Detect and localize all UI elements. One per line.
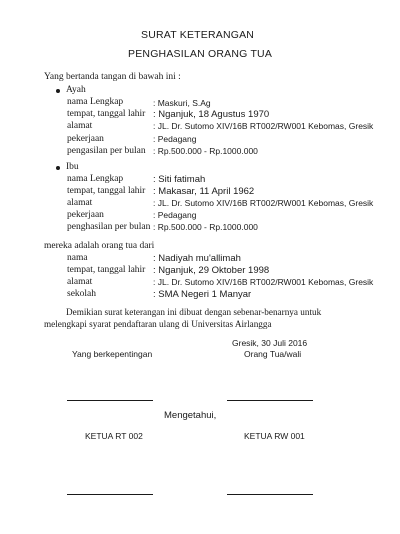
child-birth-value: : Nganjuk, 29 Oktober 1998: [153, 265, 270, 276]
father-birth-value: : Nganjuk, 18 Agustus 1970: [153, 109, 270, 120]
child-school-label: sekolah: [67, 289, 97, 299]
child-address-value: : JL. Dr. Sutomo XIV/16B RT002/RW001 Kebomas, Gresik: [153, 277, 374, 287]
rw-title: KETUA RW 001: [244, 431, 305, 441]
place-date: Gresik, 30 Juli 2016: [232, 338, 308, 348]
closing-line-2: melengkapi syarat pendaftaran ulang di Universitas Airlangga: [44, 319, 272, 329]
child-address-label: alamat: [67, 277, 93, 287]
father-income-value: : Rp.500.000 - Rp.1000.000: [153, 146, 258, 156]
bullet-icon: [56, 166, 60, 170]
father-heading: Ayah: [66, 85, 86, 95]
child-intro: mereka adalah orang tua dari: [44, 241, 155, 251]
mother-address-label: alamat: [67, 198, 93, 208]
mother-birth-value: : Makasar, 11 April 1962: [153, 186, 255, 197]
mother-job-value: : Pedagang: [153, 210, 197, 220]
rt-title: KETUA RT 002: [85, 431, 143, 441]
parent-title: Orang Tua/wali: [244, 349, 302, 359]
father-income-label: pengasilan per bulan: [67, 146, 146, 156]
signature-line: [67, 400, 153, 401]
interested-party: Yang berkepentingan: [72, 349, 153, 359]
intro-text: Yang bertanda tangan di bawah ini :: [44, 72, 181, 82]
mother-name-value: : Siti fatimah: [153, 174, 206, 185]
father-name-value: : Maskuri, S.Ag: [153, 98, 211, 108]
mother-income-label: penghasilan per bulan: [67, 222, 151, 232]
signature-line: [67, 494, 153, 495]
father-address-label: alamat: [67, 121, 93, 131]
father-birth-label: tempat, tanggal lahir: [67, 109, 146, 119]
mother-heading: Ibu: [66, 162, 79, 172]
bullet-icon: [56, 89, 60, 93]
acknowledged-label: Mengetahui,: [164, 410, 217, 421]
father-job-value: : Pedagang: [153, 134, 197, 144]
mother-address-value: : JL. Dr. Sutomo XIV/16B RT002/RW001 Kebomas, Gresik: [153, 198, 374, 208]
mother-income-value: : Rp.500.000 - Rp.1000.000: [153, 222, 258, 232]
father-job-label: pekerjaan: [67, 134, 104, 144]
signature-line: [227, 400, 313, 401]
mother-job-label: pekerjaan: [67, 210, 104, 220]
father-name-label: nama Lengkap: [67, 97, 124, 107]
closing-line-1: Demikian surat keterangan ini dibuat dengan sebenar-benarnya untuk: [66, 307, 322, 317]
mother-birth-label: tempat, tanggal lahir: [67, 186, 146, 196]
letter-subtitle: PENGHASILAN ORANG TUA: [128, 48, 273, 60]
letter-title: SURAT KETERANGAN: [141, 29, 255, 41]
child-name-label: nama: [67, 253, 88, 263]
father-address-value: : JL. Dr. Sutomo XIV/16B RT002/RW001 Kebomas, Gresik: [153, 121, 374, 131]
child-name-value: : Nadiyah mu'allimah: [153, 253, 241, 264]
mother-name-label: nama Lengkap: [67, 174, 124, 184]
child-school-value: : SMA Negeri 1 Manyar: [153, 289, 252, 300]
child-birth-label: tempat, tanggal lahir: [67, 265, 146, 275]
signature-line: [227, 494, 313, 495]
